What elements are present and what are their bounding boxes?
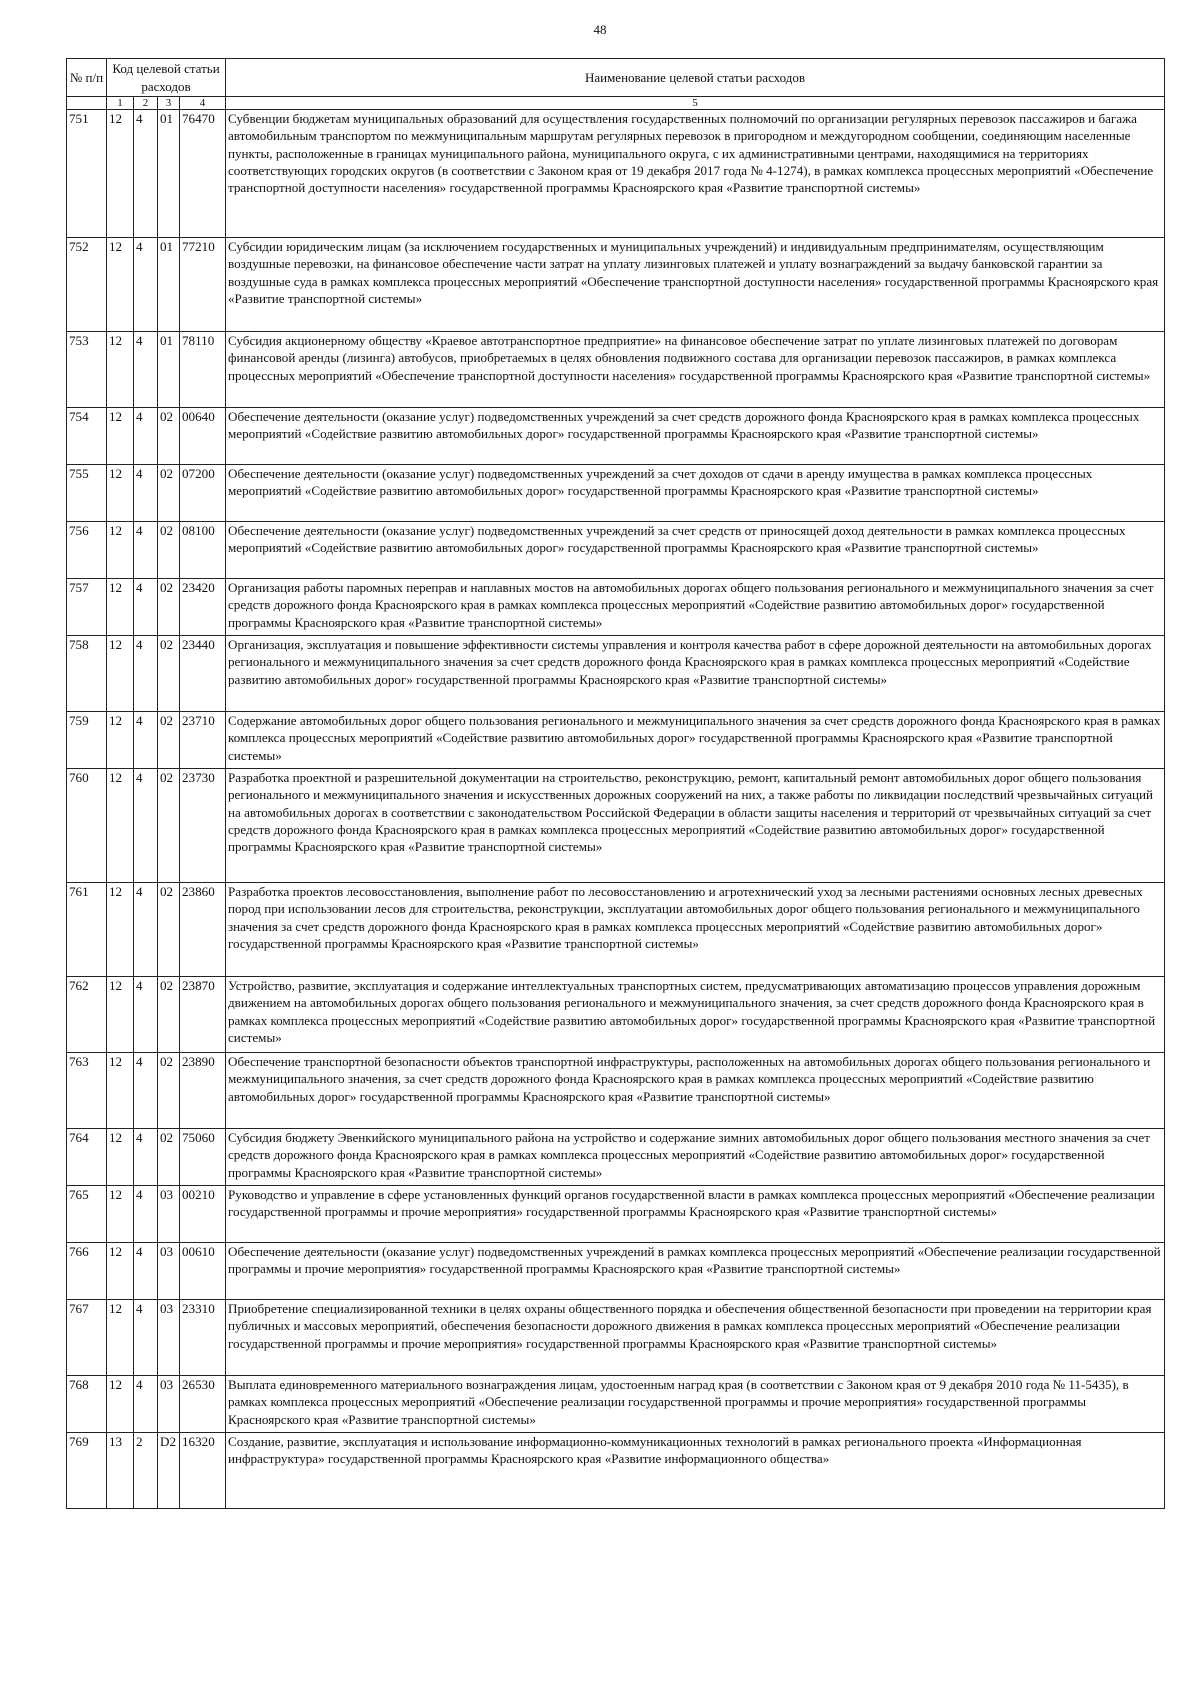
row-code-c2: 4 (134, 522, 158, 579)
row-number: 763 (67, 1053, 107, 1129)
row-code-c4: 23870 (180, 977, 226, 1053)
row-number: 751 (67, 110, 107, 238)
row-code-c1: 12 (107, 465, 134, 522)
row-name: Организация работы паромных переправ и наплавных мостов на автомобильных дорогах общего пользования регионального и межмуниципального значения за счет средств дорожного фонда Красноярского края в рамках комплекса процессных мероприятий «Содействие развитию автомобильных дорог» государственной программы Красноярского края «Развитие транспортной системы» (226, 579, 1165, 636)
row-code-c1: 12 (107, 522, 134, 579)
row-code-c2: 4 (134, 1129, 158, 1186)
row-code-c4: 77210 (180, 238, 226, 332)
row-code-c3: 02 (158, 712, 180, 769)
table-row (67, 636, 1165, 712)
row-code-c2: 4 (134, 712, 158, 769)
row-code-c3: 01 (158, 238, 180, 332)
table-row (67, 579, 1165, 636)
row-code-c3: 01 (158, 332, 180, 408)
row-code-c4: 78110 (180, 332, 226, 408)
header-code-group: Код целевой статьи расходов (107, 59, 226, 97)
row-code-c1: 12 (107, 712, 134, 769)
table-row (67, 1243, 1165, 1300)
column-number: 3 (158, 97, 180, 110)
row-code-c2: 4 (134, 465, 158, 522)
row-code-c1: 12 (107, 1186, 134, 1243)
row-code-c4: 76470 (180, 110, 226, 238)
row-name: Выплата единовременного материального вознаграждения лицам, удостоенным наград края (в соответствии с Законом края от 9 декабря 2010 года № 11-5435), в рамках комплекса процессных мероприятий «Обеспечение реализации государственной программы и прочие мероприятия» государственной программы Красноярского края «Развитие транспортной системы» (226, 1376, 1165, 1433)
row-code-c2: 4 (134, 1300, 158, 1376)
row-code-c2: 4 (134, 238, 158, 332)
row-number: 761 (67, 883, 107, 977)
page-number: 48 (593, 22, 607, 37)
row-code-c1: 12 (107, 636, 134, 712)
row-number: 762 (67, 977, 107, 1053)
row-code-c2: 4 (134, 636, 158, 712)
table-row (67, 522, 1165, 579)
row-name: Субсидия акционерному обществу «Краевое автотранспортное предприятие» на финансовое обеспечение затрат по уплате лизинговых платежей по договорам финансовой аренды (лизинга) автобусов, приобретаемых в целях обновления подвижного состава для организации перевозок пассажиров, в рамках комплекса процессных мероприятий «Обеспечение транспортной доступности населения» государственной программы Красноярского края «Развитие транспортной системы» (226, 332, 1165, 408)
row-name: Обеспечение деятельности (оказание услуг) подведомственных учреждений за счет средств дорожного фонда Красноярского края в рамках комплекса процессных мероприятий «Содействие развитию автомобильных дорог» государственной программы Красноярского края «Развитие транспортной системы» (226, 408, 1165, 465)
row-number: 766 (67, 1243, 107, 1300)
row-code-c3: 02 (158, 1129, 180, 1186)
row-name: Разработка проектной и разрешительной документации на строительство, реконструкцию, ремонт, капитальный ремонт автомобильных дорог общего пользования регионального и межмуниципального значения и искусственных дорожных сооружений на них, а также работы по ликвидации последствий чрезвычайных ситуаций на автомобильных дорогах в соответствии с законодательством Российской Федерации в области защиты населения и территорий от чрезвычайных ситуаций за счет средств дорожного фонда Красноярского края в рамках комплекса процессных мероприятий «Содействие развитию автомобильных дорог» государственной программы Красноярского края «Развитие транспортной системы» (226, 769, 1165, 883)
row-code-c2: 4 (134, 883, 158, 977)
table-row (67, 977, 1165, 1053)
row-code-c3: 02 (158, 1053, 180, 1129)
row-code-c2: 4 (134, 408, 158, 465)
row-number: 760 (67, 769, 107, 883)
row-code-c1: 12 (107, 1300, 134, 1376)
row-name: Организация, эксплуатация и повышение эффективности системы управления и контроля качества работ в сфере дорожной деятельности на автомобильных дорогах регионального и межмуниципального значения за счет средств дорожного фонда Красноярского края в рамках комплекса процессных мероприятий «Содействие развитию автомобильных дорог» государственной программы Красноярского края «Развитие транспортной системы» (226, 636, 1165, 712)
table-row (67, 465, 1165, 522)
row-number: 753 (67, 332, 107, 408)
table-row (67, 238, 1165, 332)
row-code-c4: 23860 (180, 883, 226, 977)
row-number: 756 (67, 522, 107, 579)
row-code-c4: 00640 (180, 408, 226, 465)
row-code-c3: 02 (158, 408, 180, 465)
row-number: 754 (67, 408, 107, 465)
table-row (67, 110, 1165, 238)
table-row (67, 1300, 1165, 1376)
row-code-c3: D2 (158, 1433, 180, 1509)
row-code-c2: 2 (134, 1433, 158, 1509)
column-number: 2 (134, 97, 158, 110)
row-code-c1: 12 (107, 883, 134, 977)
row-code-c1: 12 (107, 110, 134, 238)
row-code-c1: 12 (107, 977, 134, 1053)
header-name: Наименование целевой статьи расходов (226, 59, 1165, 97)
row-name: Устройство, развитие, эксплуатация и содержание интеллектуальных транспортных систем, предусматривающих автоматизацию процессов управления дорожным движением на автомобильных дорогах общего пользования регионального и межмуниципального значения, за счет средств дорожного фонда Красноярского края в рамках комплекса процессных мероприятий «Содействие развитию автомобильных дорог» государственной программы Красноярского края «Развитие транспортной системы» (226, 977, 1165, 1053)
row-code-c1: 12 (107, 769, 134, 883)
row-code-c4: 16320 (180, 1433, 226, 1509)
row-number: 767 (67, 1300, 107, 1376)
table-row (67, 712, 1165, 769)
row-number: 759 (67, 712, 107, 769)
row-number: 764 (67, 1129, 107, 1186)
column-number: 5 (226, 97, 1165, 110)
row-code-c1: 12 (107, 238, 134, 332)
table-row (67, 769, 1165, 883)
row-name: Субвенции бюджетам муниципальных образований для осуществления государственных полномочий по организации регулярных перевозок пассажиров и багажа автомобильным транспортом по межмуниципальным маршрутам регулярных перевозок в пригородном и междугородном сообщении, соединяющим населенные пункты, расположенные в границах муниципального района, муниципального округа, с их административными центрами, находящимися на территориях соответствующих городских округов (в соответствии с Законом края от 19 декабря 2017 года № 4-1274), в рамках комплекса процессных мероприятий «Обеспечение транспортной доступности населения» государственной программы Красноярского края «Развитие транспортной системы» (226, 110, 1165, 238)
row-code-c4: 23890 (180, 1053, 226, 1129)
row-code-c1: 12 (107, 579, 134, 636)
row-name: Руководство и управление в сфере установленных функций органов государственной власти в рамках комплекса процессных мероприятий «Обеспечение реализации государственной программы и прочие мероприятия» государственной программы Красноярского края «Развитие транспортной системы» (226, 1186, 1165, 1243)
row-code-c4: 00210 (180, 1186, 226, 1243)
row-name: Субсидия бюджету Эвенкийского муниципального района на устройство и содержание зимних автомобильных дорог общего пользования местного значения за счет средств дорожного фонда Красноярского края в рамках комплекса процессных мероприятий «Содействие развитию автомобильных дорог» государственной программы Красноярского края «Развитие транспортной системы» (226, 1129, 1165, 1186)
row-code-c1: 13 (107, 1433, 134, 1509)
table-row (67, 332, 1165, 408)
row-name: Приобретение специализированной техники в целях охраны общественного порядка и обеспечения общественной безопасности при проведении на территории края публичных и массовых мероприятий, обеспечения безопасности дорожного движения в рамках комплекса процессных мероприятий «Обеспечение реализации государственной программы и прочие мероприятия» государственной программы Красноярского края «Развитие транспортной системы» (226, 1300, 1165, 1376)
row-number: 757 (67, 579, 107, 636)
row-number: 755 (67, 465, 107, 522)
table-row (67, 1129, 1165, 1186)
row-code-c2: 4 (134, 332, 158, 408)
row-name: Обеспечение деятельности (оказание услуг) подведомственных учреждений в рамках комплекса процессных мероприятий «Обеспечение реализации государственной программы и прочие мероприятия» государственной программы Красноярского края «Развитие транспортной системы» (226, 1243, 1165, 1300)
row-code-c2: 4 (134, 1243, 158, 1300)
row-code-c4: 23420 (180, 579, 226, 636)
row-code-c3: 02 (158, 522, 180, 579)
column-number-row (67, 97, 1165, 110)
row-code-c3: 02 (158, 883, 180, 977)
table-header-row (67, 59, 1165, 97)
row-code-c3: 02 (158, 579, 180, 636)
row-code-c2: 4 (134, 769, 158, 883)
row-code-c3: 01 (158, 110, 180, 238)
row-name: Субсидии юридическим лицам (за исключением государственных и муниципальных учреждений) и индивидуальным предпринимателям, осуществляющим воздушные перевозки, на финансовое обеспечение части затрат на уплату лизинговых платежей и уплату вознаграждений за выдачу банковской гарантии за воздушные суда в рамках комплекса процессных мероприятий «Обеспечение транспортной доступности населения» государственной программы Красноярского края «Развитие транспортной системы» (226, 238, 1165, 332)
header-num: № п/п (67, 59, 107, 97)
row-code-c2: 4 (134, 1376, 158, 1433)
row-code-c1: 12 (107, 1376, 134, 1433)
row-name: Обеспечение деятельности (оказание услуг) подведомственных учреждений за счет средств от приносящей доход деятельности в рамках комплекса процессных мероприятий «Содействие развитию автомобильных дорог» государственной программы Красноярского края «Развитие транспортной системы» (226, 522, 1165, 579)
column-number: 4 (180, 97, 226, 110)
row-code-c2: 4 (134, 579, 158, 636)
row-code-c3: 03 (158, 1300, 180, 1376)
row-code-c1: 12 (107, 1129, 134, 1186)
column-number (67, 97, 107, 110)
row-code-c4: 23440 (180, 636, 226, 712)
column-number: 1 (107, 97, 134, 110)
row-code-c3: 02 (158, 636, 180, 712)
row-code-c2: 4 (134, 110, 158, 238)
row-code-c4: 23310 (180, 1300, 226, 1376)
row-code-c4: 26530 (180, 1376, 226, 1433)
row-code-c3: 03 (158, 1186, 180, 1243)
budget-table (66, 58, 1165, 1509)
row-code-c2: 4 (134, 977, 158, 1053)
row-name: Содержание автомобильных дорог общего пользования регионального и межмуниципального значения за счет средств дорожного фонда Красноярского края в рамках комплекса процессных мероприятий «Содействие развитию автомобильных дорог» государственной программы Красноярского края «Развитие транспортной системы» (226, 712, 1165, 769)
table-row (67, 1376, 1165, 1433)
row-code-c4: 07200 (180, 465, 226, 522)
table-row (67, 1433, 1165, 1509)
row-code-c3: 02 (158, 465, 180, 522)
row-number: 758 (67, 636, 107, 712)
row-number: 765 (67, 1186, 107, 1243)
row-code-c3: 02 (158, 769, 180, 883)
row-name: Обеспечение деятельности (оказание услуг) подведомственных учреждений за счет доходов от сдачи в аренду имущества в рамках комплекса процессных мероприятий «Содействие развитию автомобильных дорог» государственной программы Красноярского края «Развитие транспортной системы» (226, 465, 1165, 522)
row-code-c2: 4 (134, 1186, 158, 1243)
row-number: 768 (67, 1376, 107, 1433)
row-number: 752 (67, 238, 107, 332)
row-name: Разработка проектов лесовосстановления, выполнение работ по лесовосстановлению и агротехнический уход за лесными растениями основных лесных древесных пород при использовании лесов для строительства, реконструкции, эксплуатации автомобильных дорог общего пользования регионального и межмуниципального значения за счет средств дорожного фонда Красноярского края в рамках комплекса процессных мероприятий «Содействие развитию автомобильных дорог» государственной программы Красноярского края «Развитие транспортной системы» (226, 883, 1165, 977)
row-code-c4: 00610 (180, 1243, 226, 1300)
row-code-c4: 23710 (180, 712, 226, 769)
row-code-c1: 12 (107, 1243, 134, 1300)
row-code-c1: 12 (107, 332, 134, 408)
table-row (67, 883, 1165, 977)
row-code-c1: 12 (107, 408, 134, 465)
row-code-c1: 12 (107, 1053, 134, 1129)
row-name: Обеспечение транспортной безопасности объектов транспортной инфраструктуры, расположенных на автомобильных дорогах общего пользования регионального и межмуниципального значения, за счет средств дорожного фонда Красноярского края в рамках комплекса процессных мероприятий «Содействие развитию автомобильных дорог» государственной программы Красноярского края «Развитие транспортной системы» (226, 1053, 1165, 1129)
table-row (67, 408, 1165, 465)
row-code-c2: 4 (134, 1053, 158, 1129)
row-name: Создание, развитие, эксплуатация и использование информационно-коммуникационных технологий в рамках регионального проекта «Информационная инфраструктура» государственной программы Красноярского края «Развитие информационного общества» (226, 1433, 1165, 1509)
table-row (67, 1186, 1165, 1243)
row-code-c4: 23730 (180, 769, 226, 883)
row-code-c4: 08100 (180, 522, 226, 579)
row-number: 769 (67, 1433, 107, 1509)
row-code-c4: 75060 (180, 1129, 226, 1186)
table-row (67, 1053, 1165, 1129)
row-code-c3: 03 (158, 1376, 180, 1433)
row-code-c3: 02 (158, 977, 180, 1053)
row-code-c3: 03 (158, 1243, 180, 1300)
